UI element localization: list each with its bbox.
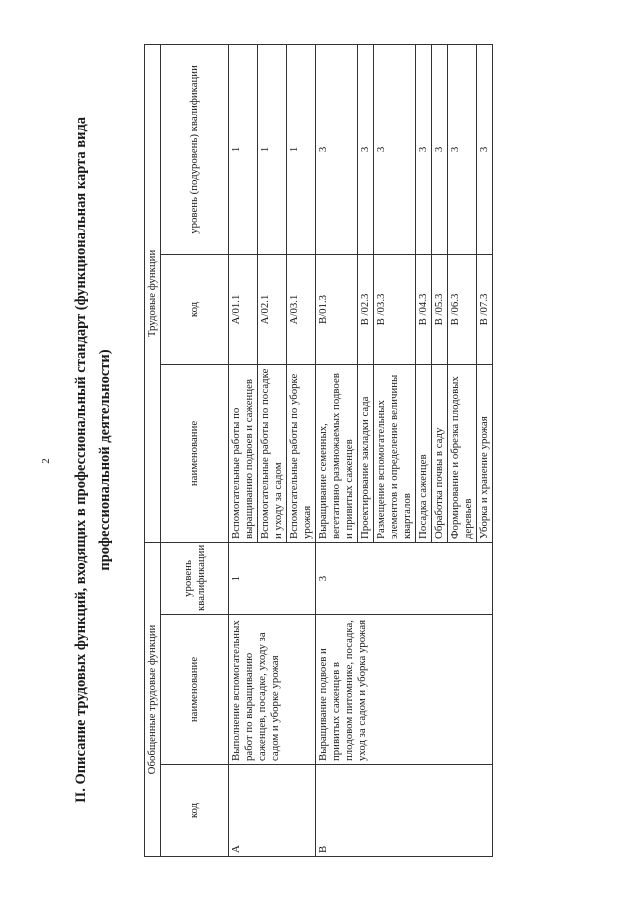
function-name: Уборка и хранение урожая	[477, 364, 493, 542]
table-row	[229, 44, 258, 856]
header-name: наименование	[161, 615, 229, 765]
section-title-line-1: II. Описание трудовых функций, входящих в профессиональный стандарт (функциональная карта вида	[73, 116, 89, 804]
rotated-page	[0, 5, 640, 905]
function-name: Вспомогательные работы по выращиванию подвоев и саженцев	[229, 364, 258, 542]
function-name: Проектирование закладки сада	[358, 364, 374, 542]
function-level: 3	[432, 44, 448, 254]
function-code: B /05.3	[432, 254, 448, 364]
function-level: 1	[287, 44, 316, 254]
function-level: 3	[358, 44, 374, 254]
function-name: Размещение вспомогательных элементов и определение величины кварталов	[374, 364, 416, 542]
header-code: код	[161, 765, 229, 857]
section-title-line-2: профессиональной деятельности)	[97, 349, 113, 571]
function-name: Вспомогательные работы по уборке урожая	[287, 364, 316, 542]
function-name: Обработка почвы в саду	[432, 364, 448, 542]
function-name: Выращивание семенных, вегетативно размножаемых подвоев и привитых саженцев	[316, 364, 358, 542]
generalized-code-a: A	[229, 765, 316, 857]
function-level: 1	[229, 44, 258, 254]
function-name: Посадка саженцев	[416, 364, 432, 542]
function-code: B /03.3	[374, 254, 416, 364]
function-name: Формирование и обрезка плодовых деревьев	[448, 364, 477, 542]
header-function-name: наименование	[161, 364, 229, 542]
page-number: 2	[40, 458, 52, 464]
generalized-level-b: 3	[316, 542, 493, 614]
function-level: 3	[416, 44, 432, 254]
function-code: B /04.3	[416, 254, 432, 364]
generalized-name-b: Выращивание подвоев и привитых саженцев в плодовом питомнике, посадка, уход за садом и уборка урожая	[316, 615, 493, 765]
header-function-code: код	[161, 254, 229, 364]
generalized-code-b: B	[316, 765, 493, 857]
function-level: 1	[258, 44, 287, 254]
function-name: Вспомогательные работы по посадке и уходу за садом	[258, 364, 287, 542]
header-level: уровень квалификации	[161, 542, 229, 614]
function-code: B /06.3	[448, 254, 477, 364]
function-level: 3	[316, 44, 358, 254]
function-code: A/01.1	[229, 254, 258, 364]
function-level: 3	[374, 44, 416, 254]
generalized-name-a: Выполнение вспомогательных работ по выращиванию саженцев, посадке, уходу за садом и уборке урожая	[229, 615, 316, 765]
function-code: B/01.3	[316, 254, 358, 364]
function-level: 3	[448, 44, 477, 254]
function-code: B /07.3	[477, 254, 493, 364]
header-function-level: уровень (подуровень) квалификации	[161, 44, 229, 254]
function-level: 3	[477, 44, 493, 254]
function-code: B /02.3	[358, 254, 374, 364]
table-row	[316, 44, 358, 856]
function-code: A/03.1	[287, 254, 316, 364]
function-code: A/02.1	[258, 254, 287, 364]
generalized-level-a: 1	[229, 542, 316, 614]
header-generalized-functions: Обобщенные трудовые функции	[145, 542, 161, 856]
header-labor-functions: Трудовые функции	[145, 44, 161, 542]
functional-map-table	[144, 44, 493, 857]
